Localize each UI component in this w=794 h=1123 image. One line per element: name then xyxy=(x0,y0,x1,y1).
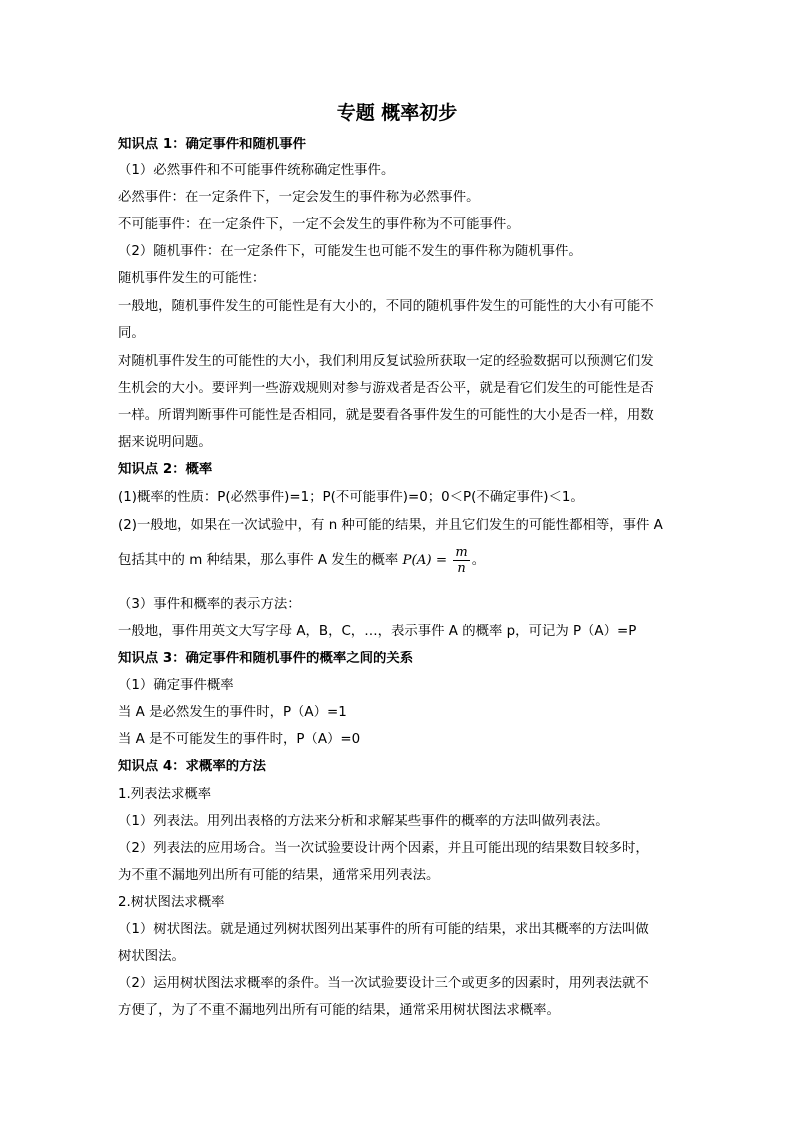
page-title: 专题 概率初步 xyxy=(336,102,458,124)
text-line: 同。 xyxy=(118,326,145,341)
fraction-numerator: m xyxy=(455,544,468,560)
text-line: 一般地，事件用英文大写字母 A，B，C，…，表示事件 A 的概率 p，可记为 P（A）=P xyxy=(118,624,637,639)
text-line: （1）必然事件和不可能事件统称确定性事件。 xyxy=(118,163,395,178)
text-line: （1）树状图法。就是通过列树状图列出某事件的所有可能的结果，求出其概率的方法叫做 xyxy=(118,922,649,937)
text-line: 据来说明问题。 xyxy=(118,435,212,450)
text-line: （3）事件和概率的表示方法： xyxy=(118,597,301,612)
text-line: 当 A 是不可能发生的事件时，P（A）=0 xyxy=(118,732,361,747)
text-line: 一样。所谓判断事件可能性是否相同，就是要看各事件发生的可能性的大小是否一样，用数 xyxy=(118,408,654,423)
section-heading-1: 知识点 1：确定事件和随机事件 xyxy=(118,137,307,152)
section-heading-4: 知识点 4：求概率的方法 xyxy=(118,759,266,774)
text-line: （2）随机事件：在一定条件下，可能发生也可能不发生的事件称为随机事件。 xyxy=(118,244,582,259)
text-line: 方便了，为了不重不漏地列出所有可能的结果，通常采用树状图法求概率。 xyxy=(118,1003,560,1018)
fraction-denominator: n xyxy=(457,560,466,576)
text-line: 2.树状图法求概率 xyxy=(118,895,225,910)
text-line: 当 A 是必然发生的事件时，P（A）=1 xyxy=(118,705,347,720)
formula-line xyxy=(118,544,683,578)
section-heading-2: 知识点 2：概率 xyxy=(118,462,213,477)
text-line: （1）列表法。用列出表格的方法来分析和求解某些事件的概率的方法叫做列表法。 xyxy=(118,814,609,829)
formula-suffix-text: 。 xyxy=(471,553,486,568)
text-line: (1)概率的性质：P(必然事件)=1；P(不可能事件)=0；0＜P(不确定事件)＜1。 xyxy=(118,490,584,505)
section-heading-3: 知识点 3：确定事件和随机事件的概率之间的关系 xyxy=(118,651,414,666)
text-line: （2）列表法的应用场合。当一次试验要设计两个因素，并且可能出现的结果数目较多时， xyxy=(118,841,649,856)
text-line: 一般地，随机事件发生的可能性是有大小的，不同的随机事件发生的可能性的大小有可能不 xyxy=(118,299,654,314)
text-line: 随机事件发生的可能性： xyxy=(118,271,266,286)
formula-lhs: P(A) = xyxy=(402,553,448,568)
text-line: （2）运用树状图法求概率的条件。当一次试验要设计三个或更多的因素时，用列表法就不 xyxy=(118,976,649,991)
text-line: 不可能事件：在一定条件下，一定不会发生的事件称为不可能事件。 xyxy=(118,217,520,232)
text-line: 为不重不漏地列出所有可能的结果，通常采用列表法。 xyxy=(118,868,440,883)
text-line: 对随机事件发生的可能性的大小，我们利用反复试验所获取一定的经验数据可以预测它们发 xyxy=(118,354,654,369)
formula-prefix-text: 包括其中的 m 种结果，那么事件 A 发生的概率 xyxy=(118,553,399,568)
text-line: 1.列表法求概率 xyxy=(118,787,212,802)
text-line: 生机会的大小。要评判一些游戏规则对参与游戏者是否公平，就是看它们发生的可能性是否 xyxy=(118,381,654,396)
text-line: 必然事件：在一定条件下，一定会发生的事件称为必然事件。 xyxy=(118,190,480,205)
text-line: （1）确定事件概率 xyxy=(118,678,234,693)
text-line: 树状图法。 xyxy=(118,949,185,964)
text-line: (2)一般地，如果在一次试验中，有 n 种可能的结果，并且它们发生的可能性都相等，事件 A xyxy=(118,518,663,533)
probability-fraction xyxy=(453,545,469,576)
